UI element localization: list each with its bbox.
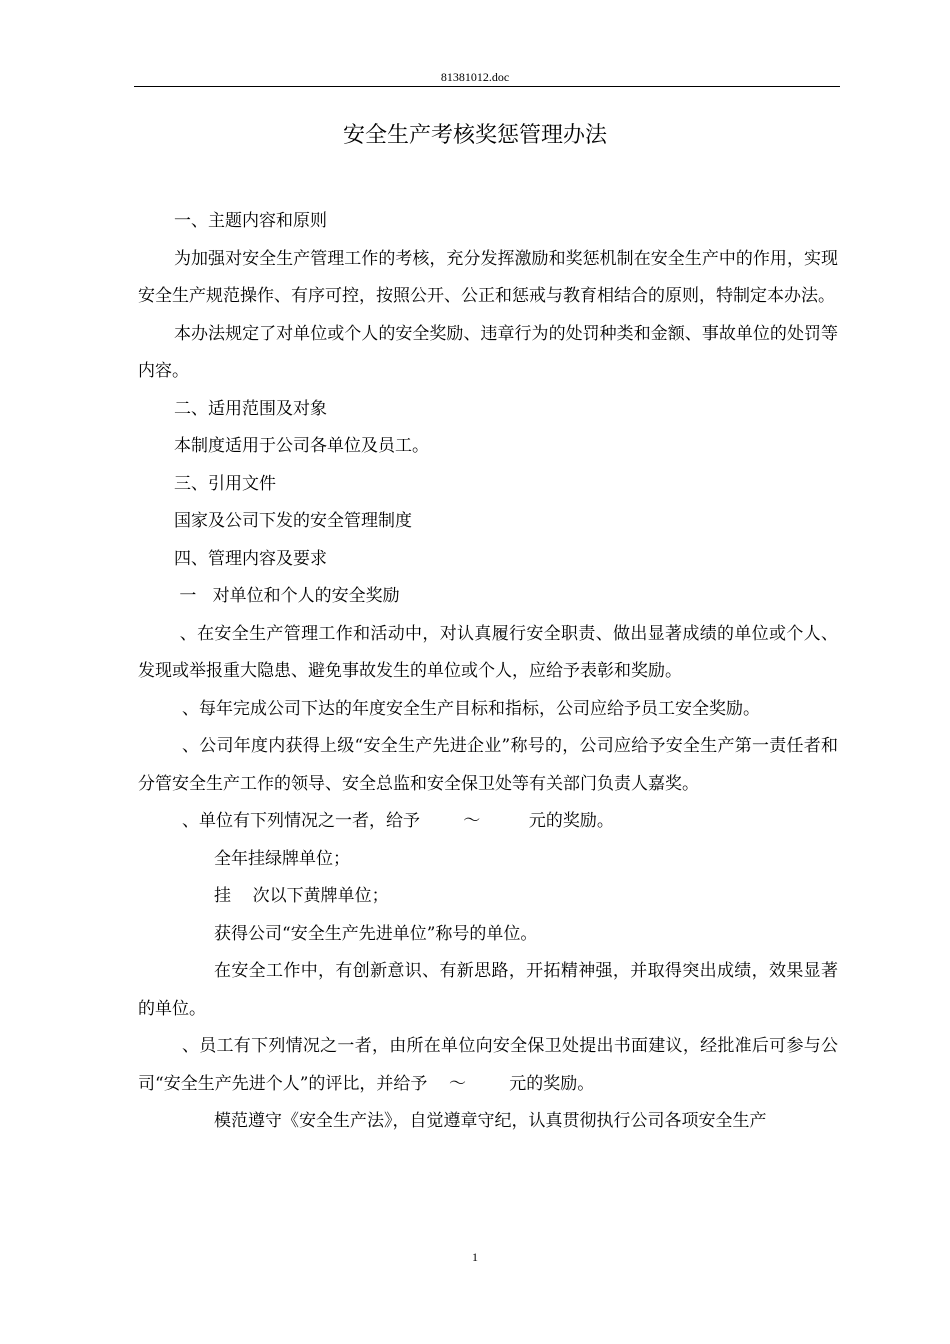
section-heading-3: 三、引用文件 (174, 473, 276, 494)
reward-item-2: 、每年完成公司下达的年度安全生产目标和指标，公司应给予员工安全奖励。 (182, 698, 760, 719)
reward-item-3: 、公司年度内获得上级“安全生产先进企业”称号的，公司应给予安全生产第一责任者和分管安全生产工作的领导、安全总监和安全保卫处等有关部门负责人嘉奖。 (138, 736, 838, 794)
subsection-heading-rewards: 一 对单位和个人的安全奖励 (174, 586, 400, 606)
section-heading-1: 一、主题内容和原则 (174, 211, 327, 231)
section-heading-2: 二、适用范围及对象 (174, 398, 327, 419)
paragraph-applicability: 本制度适用于公司各单位及员工。 (174, 436, 429, 456)
header-filename: 81381012.doc (440, 70, 510, 84)
paragraph-scope-content: 本办法规定了对单位或个人的安全奖励、违章行为的处罚种类和金额、事故单位的处罚等内容。 (138, 323, 838, 381)
reward-item-4: 、单位有下列情况之一者，给予 ～ 元的奖励。 (182, 811, 614, 831)
page-number: 1 (472, 1250, 478, 1264)
paragraph-purpose: 为加强对安全生产管理工作的考核，充分发挥激励和奖惩机制在安全生产中的作用，实现安全生产规范操作、有序可控，按照公开、公正和惩戒与教育相结合的原则，特制定本办法。 (138, 248, 838, 306)
reward-item-5-condition-1: 模范遵守《安全生产法》，自觉遵章守纪，认真贯彻执行公司各项安全生产 (214, 1111, 767, 1131)
reward-item-4-condition-2: 挂 次以下黄牌单位； (214, 886, 389, 906)
reward-item-4-condition-4: 在安全工作中，有创新意识、有新思路，开拓精神强，并取得突出成绩，效果显著的单位。 (138, 961, 838, 1019)
reward-item-1: 、在安全生产管理工作和活动中，对认真履行安全职责、做出显著成绩的单位或个人、发现或举报重大隐患、避免事故发生的单位或个人，应给予表彰和奖励。 (138, 623, 839, 681)
header-divider (134, 86, 840, 87)
reward-item-4-condition-3: 获得公司“安全生产先进单位”称号的单位。 (214, 923, 538, 944)
document-body (138, 203, 838, 1141)
document-title: 安全生产考核奖惩管理办法 (342, 123, 607, 148)
section-heading-4: 四、管理内容及要求 (174, 548, 327, 569)
reward-item-4-condition-1: 全年挂绿牌单位； (214, 848, 350, 869)
paragraph-references: 国家及公司下发的安全管理制度 (174, 511, 412, 531)
reward-item-5: 、员工有下列情况之一者，由所在单位向安全保卫处提出书面建议，经批准后可参与公司“安全生产先进个人”的评比，并给予 ～ 元的奖励。 (138, 1036, 838, 1094)
